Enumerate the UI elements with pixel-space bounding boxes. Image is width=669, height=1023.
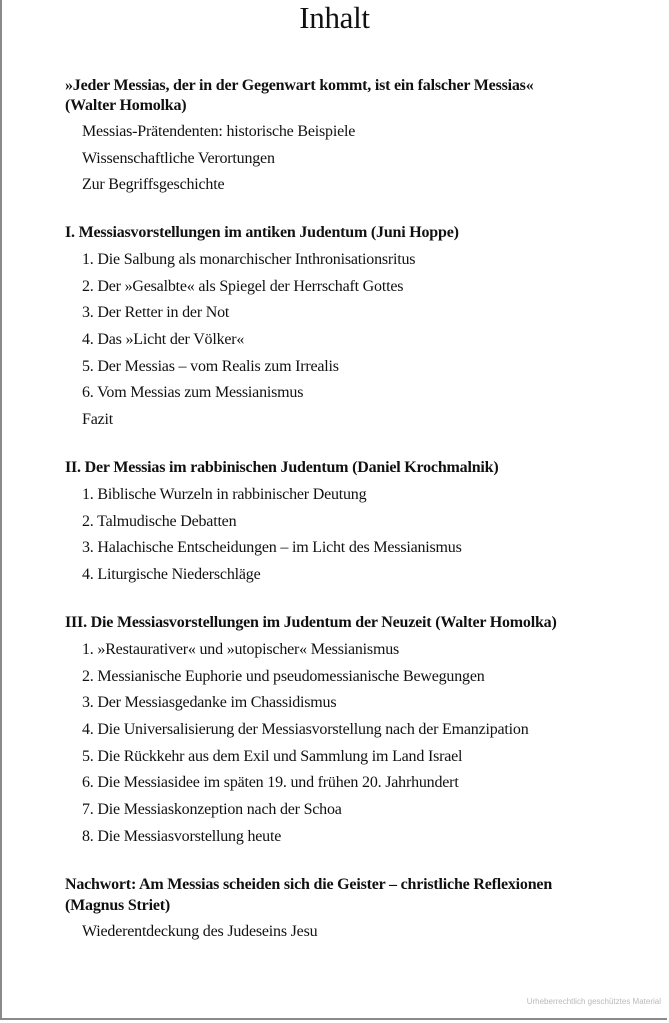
toc-section-heading[interactable]: III. Die Messiasvorstellungen im Judentum der Neuzeit (Walter Homolka): [65, 614, 557, 631]
toc-entry[interactable]: 7. Die Messiaskonzeption nach der Schoa: [82, 801, 342, 818]
toc-entry[interactable]: 4. Das »Licht der Völker«: [82, 331, 245, 348]
toc-entry[interactable]: Fazit: [82, 411, 113, 428]
toc-section-heading-author[interactable]: (Walter Homolka): [65, 97, 187, 114]
toc-entry[interactable]: 3. Der Retter in der Not: [82, 304, 230, 321]
toc-entry[interactable]: 2. Messianische Euphorie und pseudomessianische Bewegungen: [82, 668, 485, 685]
toc-entry[interactable]: 4. Die Universalisierung der Messiasvorstellung nach der Emanzipation: [82, 721, 529, 738]
toc-entry[interactable]: 5. Die Rückkehr aus dem Exil und Sammlung im Land Israel: [82, 748, 463, 765]
toc-entry[interactable]: 6. Vom Messias zum Messianismus: [82, 384, 304, 401]
toc-section-heading[interactable]: Nachwort: Am Messias scheiden sich die Geister – christliche Reflexionen: [65, 876, 553, 893]
toc-entry[interactable]: 6. Die Messiasidee im späten 19. und frühen 20. Jahrhundert: [82, 774, 459, 791]
toc-entry[interactable]: 2. Talmudische Debatten: [82, 513, 237, 530]
toc-section-heading[interactable]: II. Der Messias im rabbinischen Judentum (Daniel Krochmalnik): [65, 459, 499, 476]
toc-entry[interactable]: 1. »Restaurativer« und »utopischer« Messianismus: [82, 641, 400, 658]
toc-entry[interactable]: 1. Die Salbung als monarchischer Inthronisationsritus: [82, 251, 416, 268]
copyright-watermark: Urheberrechtlich geschütztes Material: [526, 997, 661, 1006]
toc-entry[interactable]: 3. Der Messiasgedanke im Chassidismus: [82, 694, 337, 711]
page-title: Inhalt: [299, 0, 370, 35]
toc-section-heading-author[interactable]: (Magnus Striet): [65, 897, 170, 914]
toc-entry[interactable]: 5. Der Messias – vom Realis zum Irrealis: [82, 358, 339, 375]
toc-entry[interactable]: 8. Die Messiasvorstellung heute: [82, 828, 282, 845]
toc-entry[interactable]: 2. Der »Gesalbte« als Spiegel der Herrschaft Gottes: [82, 278, 404, 295]
toc-section-heading[interactable]: »Jeder Messias, der in der Gegenwart kommt, ist ein falscher Messias«: [65, 77, 534, 94]
toc-entry[interactable]: Wiederentdeckung des Judeseins Jesu: [82, 923, 318, 940]
toc-entry[interactable]: Wissenschaftliche Verortungen: [82, 150, 275, 167]
toc-entry[interactable]: Messias-Prätendenten: historische Beispiele: [82, 123, 356, 140]
toc-entry[interactable]: 3. Halachische Entscheidungen – im Licht des Messianismus: [82, 539, 462, 556]
toc-entry[interactable]: Zur Begriffsgeschichte: [82, 176, 225, 193]
toc-entry[interactable]: 4. Liturgische Niederschläge: [82, 566, 261, 583]
toc-section-heading[interactable]: I. Messiasvorstellungen im antiken Judentum (Juni Hoppe): [65, 224, 459, 241]
toc-entry[interactable]: 1. Biblische Wurzeln in rabbinischer Deutung: [82, 486, 367, 503]
